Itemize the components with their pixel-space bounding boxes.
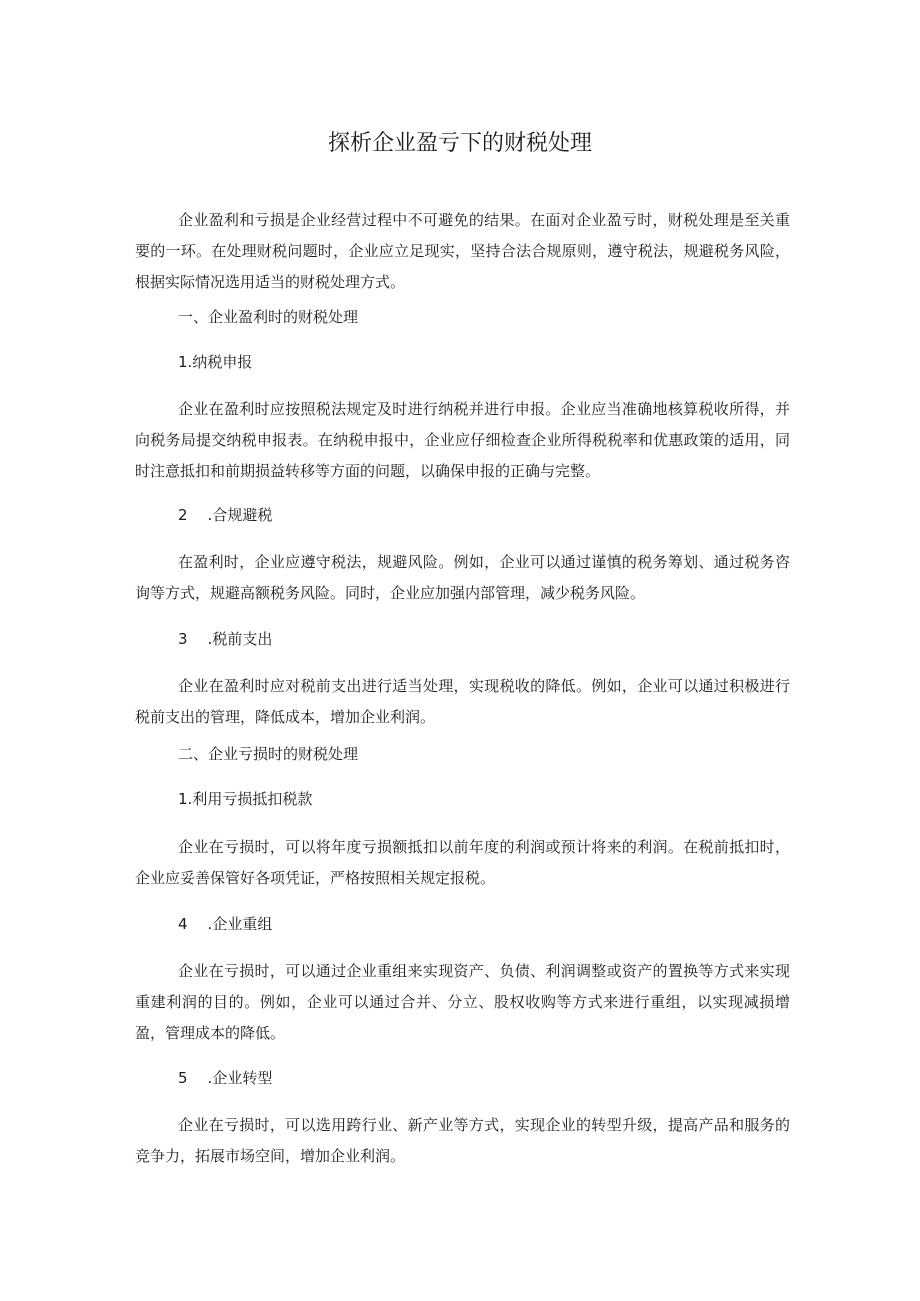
- item-number: 2: [178, 506, 188, 524]
- item-heading: .企业重组: [207, 915, 273, 933]
- item-number: 5: [178, 1069, 188, 1087]
- section-heading-profit: 一、企业盈利时的财税处理: [178, 308, 359, 326]
- subheading-compliant-tax-avoidance: [178, 500, 272, 531]
- subheading-restructuring: [178, 909, 272, 940]
- subheading-transformation: [178, 1063, 272, 1094]
- paragraph-loss-deduction: 企业在亏损时，可以将年度亏损额抵扣以前年度的利润或预计将来的利润。在税前抵扣时，企业应妥善保管好各项凭证，严格按照相关规定报税。: [135, 838, 790, 887]
- item-number: 1.: [178, 790, 193, 808]
- paragraph-transformation: 企业在亏损时，可以选用跨行业、新产业等方式，实现企业的转型升级，提高产品和服务的竞争力，拓展市场空间，增加企业利润。: [135, 1116, 790, 1165]
- item-number: 1.: [178, 353, 193, 371]
- item-heading: 纳税申报: [192, 353, 253, 371]
- item-heading: .合规避税: [207, 506, 273, 524]
- subheading-tax-filing: [178, 347, 252, 378]
- intro-paragraph: 企业盈利和亏损是企业经营过程中不可避免的结果。在面对企业盈亏时，财税处理是至关重要的一环。在处理财税问题时，企业应立足现实，坚持合法合规原则，遵守税法，规避税务风险，根据实际情况选用适当的财税处理方式。: [135, 211, 790, 291]
- paragraph-restructuring: 企业在亏损时，可以通过企业重组来实现资产、负债、利润调整或资产的置换等方式来实现重建利润的目的。例如，企业可以通过合并、分立、股权收购等方式来进行重组，以实现减损增盈，管理成本的降低。: [135, 962, 790, 1042]
- paragraph-pretax-expenses: 企业在盈利时应对税前支出进行适当处理，实现税收的降低。例如，企业可以通过积极进行税前支出的管理，降低成本，增加企业利润。: [135, 677, 790, 726]
- subheading-pretax-expenses: [178, 624, 272, 655]
- subheading-loss-deduction: [178, 784, 312, 815]
- item-number: 4: [178, 915, 188, 933]
- item-heading: .税前支出: [207, 630, 273, 648]
- page-title: 探析企业盈亏下的财税处理: [327, 131, 592, 156]
- paragraph-tax-filing: 企业在盈利时应按照税法规定及时进行纳税并进行申报。企业应当准确地核算税收所得，并向税务局提交纳税申报表。在纳税申报中，企业应仔细检查企业所得税税率和优惠政策的适用，同时注意抵扣和前期损益转移等方面的问题，以确保申报的正确与完整。: [135, 400, 790, 480]
- section-heading-loss: 二、企业亏损时的财税处理: [178, 745, 359, 763]
- item-heading: 利用亏损抵扣税款: [192, 790, 313, 808]
- item-number: 3: [178, 630, 188, 648]
- item-heading: .企业转型: [207, 1069, 273, 1087]
- paragraph-compliant-tax-avoidance: 在盈利时，企业应遵守税法，规避风险。例如，企业可以通过谨慎的税务筹划、通过税务咨询等方式，规避高额税务风险。同时，企业应加强内部管理，减少税务风险。: [135, 553, 790, 602]
